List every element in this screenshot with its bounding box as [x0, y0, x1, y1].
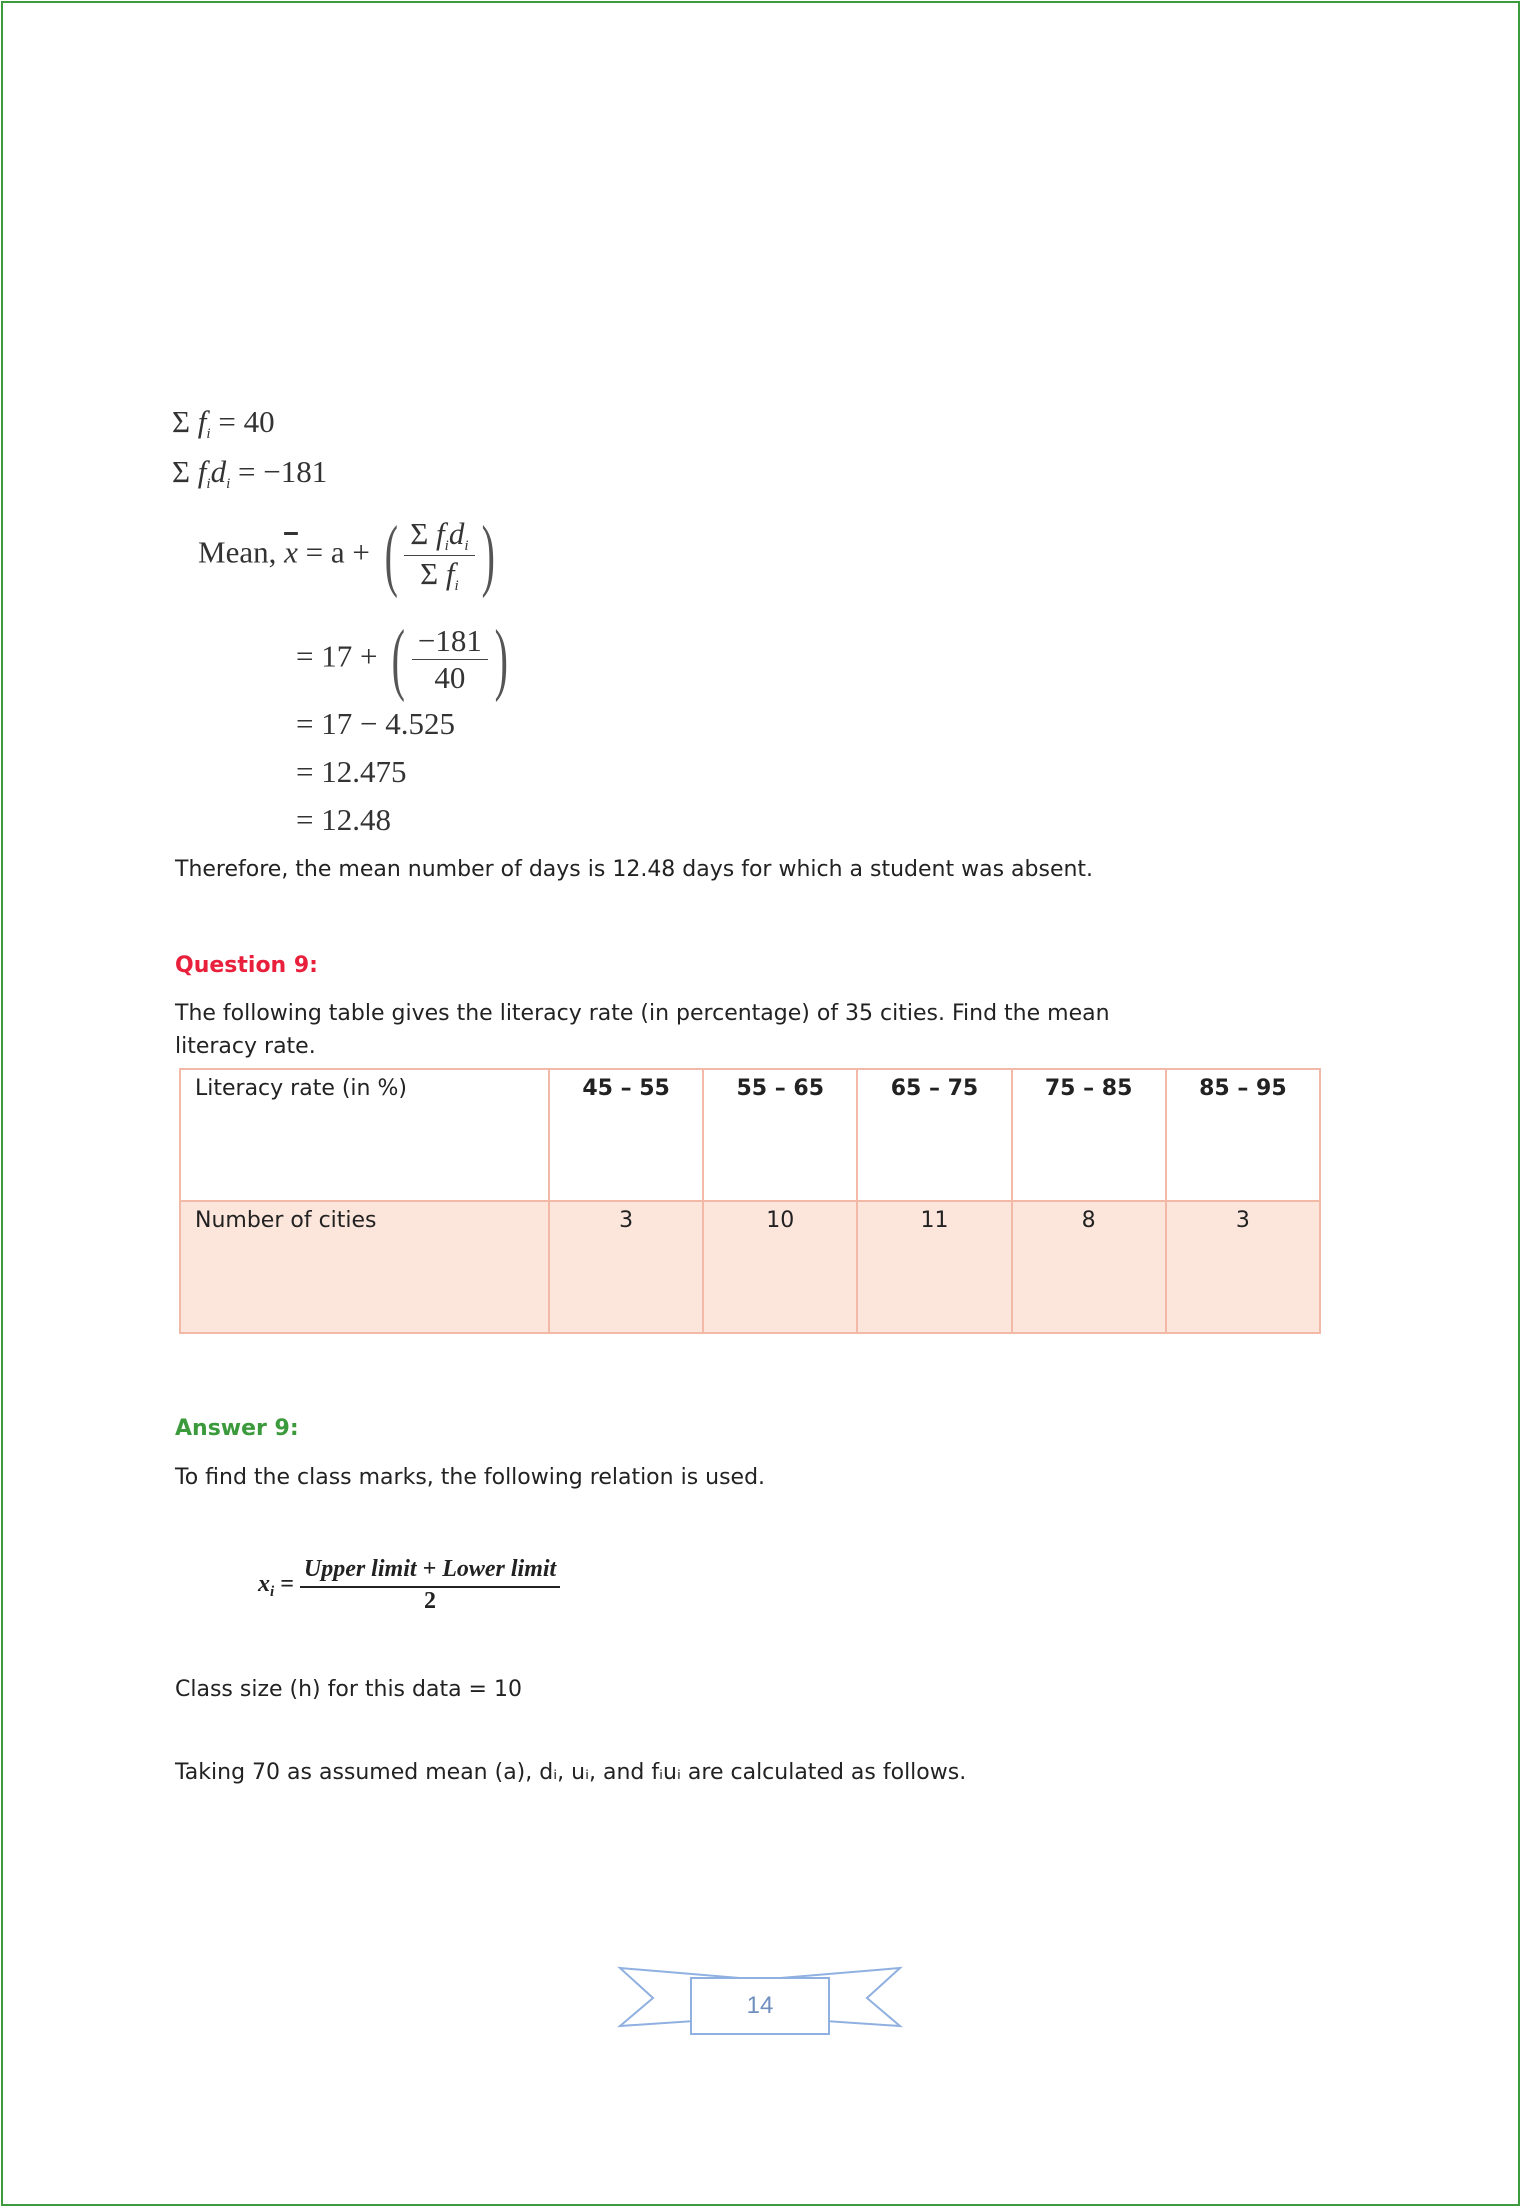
literacy-table [179, 1068, 1321, 1334]
class-mark-formula: $x_i$ = $\frac{\text{Upper limit + Lower limit}}{2}$ [258, 1556, 560, 1615]
table-row [180, 1201, 1320, 1333]
class-interval: 45 – 55 [549, 1069, 703, 1201]
city-count: 8 [1012, 1201, 1166, 1333]
answer-heading: Answer 9: [175, 1416, 299, 1441]
city-count: 10 [703, 1201, 857, 1333]
step2: = 17 − 4.525 [296, 706, 455, 741]
question-heading: Question 9: [175, 953, 318, 978]
row-label: Literacy rate (in %) [180, 1069, 549, 1201]
mean-formula: Mean, $\overline{x} = a$ + ( $\frac{\Sigma f_id_i}{\Sigma f_i}$ ) [198, 511, 495, 599]
class-size-text: Class size (h) for this data = 10 [175, 1677, 522, 1702]
step1: = 17 + ( $\frac{-181}{40}$ ) [296, 615, 508, 703]
question-text-line2: literacy rate. [175, 1034, 316, 1059]
assumed-mean-text: Taking 70 as assumed mean (a), dᵢ, uᵢ, and fᵢuᵢ are calculated as follows. [175, 1760, 967, 1785]
step3: = 12.475 [296, 754, 407, 789]
table-row [180, 1069, 1320, 1201]
city-count: 3 [1166, 1201, 1320, 1333]
class-interval: 55 – 65 [703, 1069, 857, 1201]
city-count: 11 [857, 1201, 1011, 1333]
city-count: 3 [549, 1201, 703, 1333]
class-interval: 65 – 75 [857, 1069, 1011, 1201]
step4: = 12.48 [296, 802, 391, 837]
class-interval: 85 – 95 [1166, 1069, 1320, 1201]
sum-f-line: Σ $f_i = 40$ [172, 404, 275, 442]
question-text-line1: The following table gives the literacy rate (in percentage) of 35 cities. Find the mean [175, 1001, 1110, 1026]
page-number: 14 [746, 1992, 774, 2019]
class-interval: 75 – 85 [1012, 1069, 1166, 1201]
sum-fd-line: Σ $f_id_i = -181$ [172, 454, 328, 492]
conclusion-text: Therefore, the mean number of days is 12.48 days for which a student was absent. [175, 857, 1094, 882]
row-label: Number of cities [180, 1201, 549, 1333]
answer-intro: To find the class marks, the following relation is used. [175, 1465, 766, 1490]
